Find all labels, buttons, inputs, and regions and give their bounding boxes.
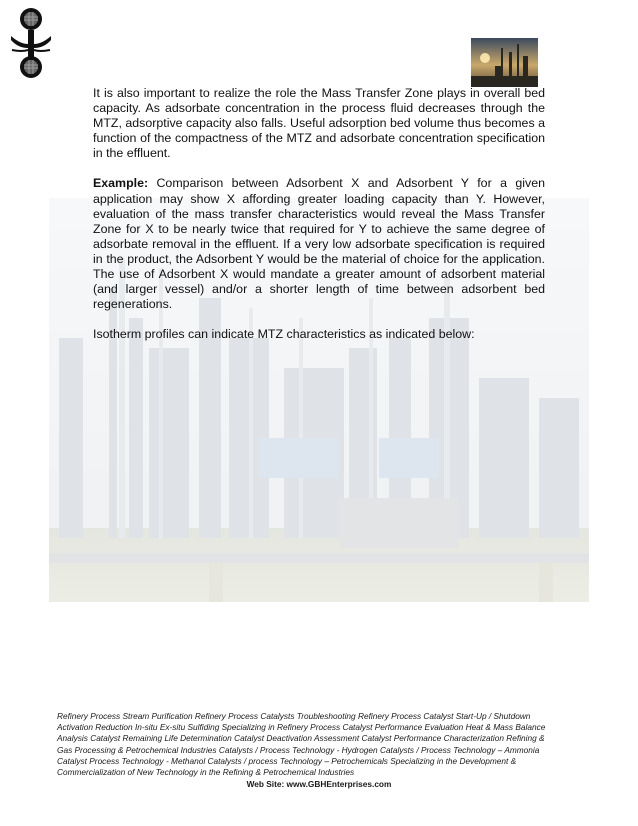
- paragraph-isotherm: Isotherm profiles can indicate MTZ characteristics as indicated below:: [93, 327, 475, 342]
- footer-services: Refinery Process Stream Purification Refinery Process Catalysts Troubleshooting Refinery Process Catalyst Start-Up / Shutdown Activation Reduction In-situ Ex-situ Sulfiding Specializing in Refinery Process Catalyst Performance Evaluation Heat & Mass Balance Analysis Catalyst Remaining Life Determination Catalyst Deactivation Assessment Catalyst Performance Characterization Refining & Gas Processing & Petrochemical Industries Catalysts / Process Technology - Hydrogen Catalysts / Process Technology – Ammonia Catalyst Process Technology - Methanol Catalysts / process Technology – Petrochemicals Specializing in the Development & Commercialization of New Technology in the Refining & Petrochemical Industries: [57, 711, 546, 778]
- paragraph-example: [93, 176, 545, 312]
- example-text: Comparison between Adsorbent X and Adsorbent Y for a given application may show X affording greater loading capacity than Y. However, evaluation of the mass transfer characteristics would reveal the Mass Transfer Zone for X to be nearly twice that required for Y to achieve the same degree of adsorbate removal in the effluent. If a very low adsorbate specification is required in the product, the Adsorbent Y would be the material of choice for the application. The use of Adsorbent X would mandate a greater amount of adsorbent material (and larger vessel) and/or a shorter length of time between adsorbent bed regenerations.: [93, 176, 545, 312]
- footer-website: Web Site: www.GBHEnterprises.com: [246, 779, 392, 789]
- example-label: Example:: [93, 176, 149, 191]
- body-text: [93, 86, 545, 342]
- refinery-thumbnail-image: [471, 38, 538, 87]
- paragraph-mass-transfer-zone: It is also important to realize the role the Mass Transfer Zone plays in overall bed capacity. As adsorbate concentration in the process fluid decreases through the MTZ, adsorptive capacity also falls. Useful adsorption bed volume thus becomes a function of the compactness of the MTZ and adsorbate concentration specification in the effluent.: [93, 86, 545, 161]
- company-logo: [8, 6, 54, 80]
